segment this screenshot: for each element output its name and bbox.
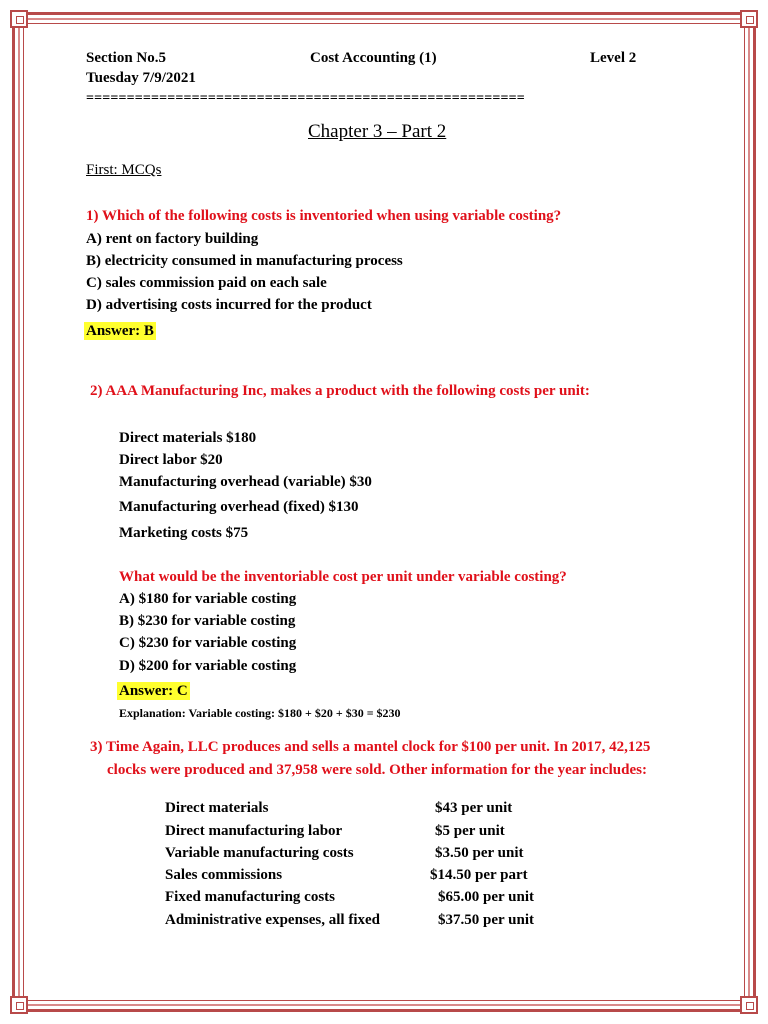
q1-option-c: C) sales commission paid on each sale xyxy=(86,275,327,291)
q2-cost-overhead-variable: Manufacturing overhead (variable) $30 xyxy=(119,474,372,490)
border-corner-top-left xyxy=(10,10,28,28)
header-course: Cost Accounting (1) xyxy=(310,50,437,66)
header-section: Section No.5 xyxy=(86,50,166,66)
chapter-title: Chapter 3 – Part 2 xyxy=(308,121,447,142)
q3-item-value: $14.50 per part xyxy=(430,867,528,883)
q2-cost-overhead-fixed: Manufacturing overhead (fixed) $130 xyxy=(119,499,359,515)
q2-explanation: Explanation: Variable costing: $180 + $20 + $30 = $230 xyxy=(119,706,401,720)
q3-item-value: $43 per unit xyxy=(435,800,513,816)
q3-item-label: Variable manufacturing costs xyxy=(165,845,354,861)
q1-option-d: D) advertising costs incurred for the product xyxy=(86,297,372,313)
q3-intro-line1: 3) Time Again, LLC produces and sells a mantel clock for $100 per unit. In 2017, 42,125 xyxy=(90,739,651,755)
q1-question: 1) Which of the following costs is inventoried when using variable costing? xyxy=(86,208,562,224)
q2-answer: Answer: C xyxy=(119,683,188,699)
q2-option-d: D) $200 for variable costing xyxy=(119,658,297,674)
q3-item-value: $3.50 per unit xyxy=(435,845,524,861)
q2-option-a: A) $180 for variable costing xyxy=(119,591,297,607)
q1-option-b: B) electricity consumed in manufacturing process xyxy=(86,253,403,269)
q2-cost-direct-labor: Direct labor $20 xyxy=(119,452,223,468)
q3-item-value: $37.50 per unit xyxy=(438,912,534,928)
q3-item-label: Administrative expenses, all fixed xyxy=(165,912,380,928)
q1-answer: Answer: B xyxy=(86,323,154,339)
q3-item-label: Direct manufacturing labor xyxy=(165,823,343,839)
q2-option-c: C) $230 for variable costing xyxy=(119,635,297,651)
q3-item-value: $65.00 per unit xyxy=(438,889,534,905)
q3-item-value: $5 per unit xyxy=(435,823,505,839)
q2-option-b: B) $230 for variable costing xyxy=(119,613,296,629)
header-separator: ====================================================== xyxy=(86,91,525,106)
border-corner-bottom-left xyxy=(10,996,28,1014)
q2-question: What would be the inventoriable cost per unit under variable costing? xyxy=(119,569,567,585)
q2-cost-direct-materials: Direct materials $180 xyxy=(119,430,257,446)
q2-intro: 2) AAA Manufacturing Inc, makes a product with the following costs per unit: xyxy=(90,383,590,399)
q2-cost-marketing: Marketing costs $75 xyxy=(119,525,249,541)
q3-item-label: Direct materials xyxy=(165,800,269,816)
header-level: Level 2 xyxy=(590,50,637,66)
border-corner-bottom-right xyxy=(740,996,758,1014)
q3-item-label: Sales commissions xyxy=(165,867,283,883)
q1-option-a: A) rent on factory building xyxy=(86,231,259,247)
q3-item-label: Fixed manufacturing costs xyxy=(165,889,335,905)
border-corner-top-right xyxy=(740,10,758,28)
q3-intro-line2: clocks were produced and 37,958 were sold. Other information for the year includes: xyxy=(107,762,647,778)
section-title: First: MCQs xyxy=(86,162,162,178)
header-date: Tuesday 7/9/2021 xyxy=(86,70,196,86)
